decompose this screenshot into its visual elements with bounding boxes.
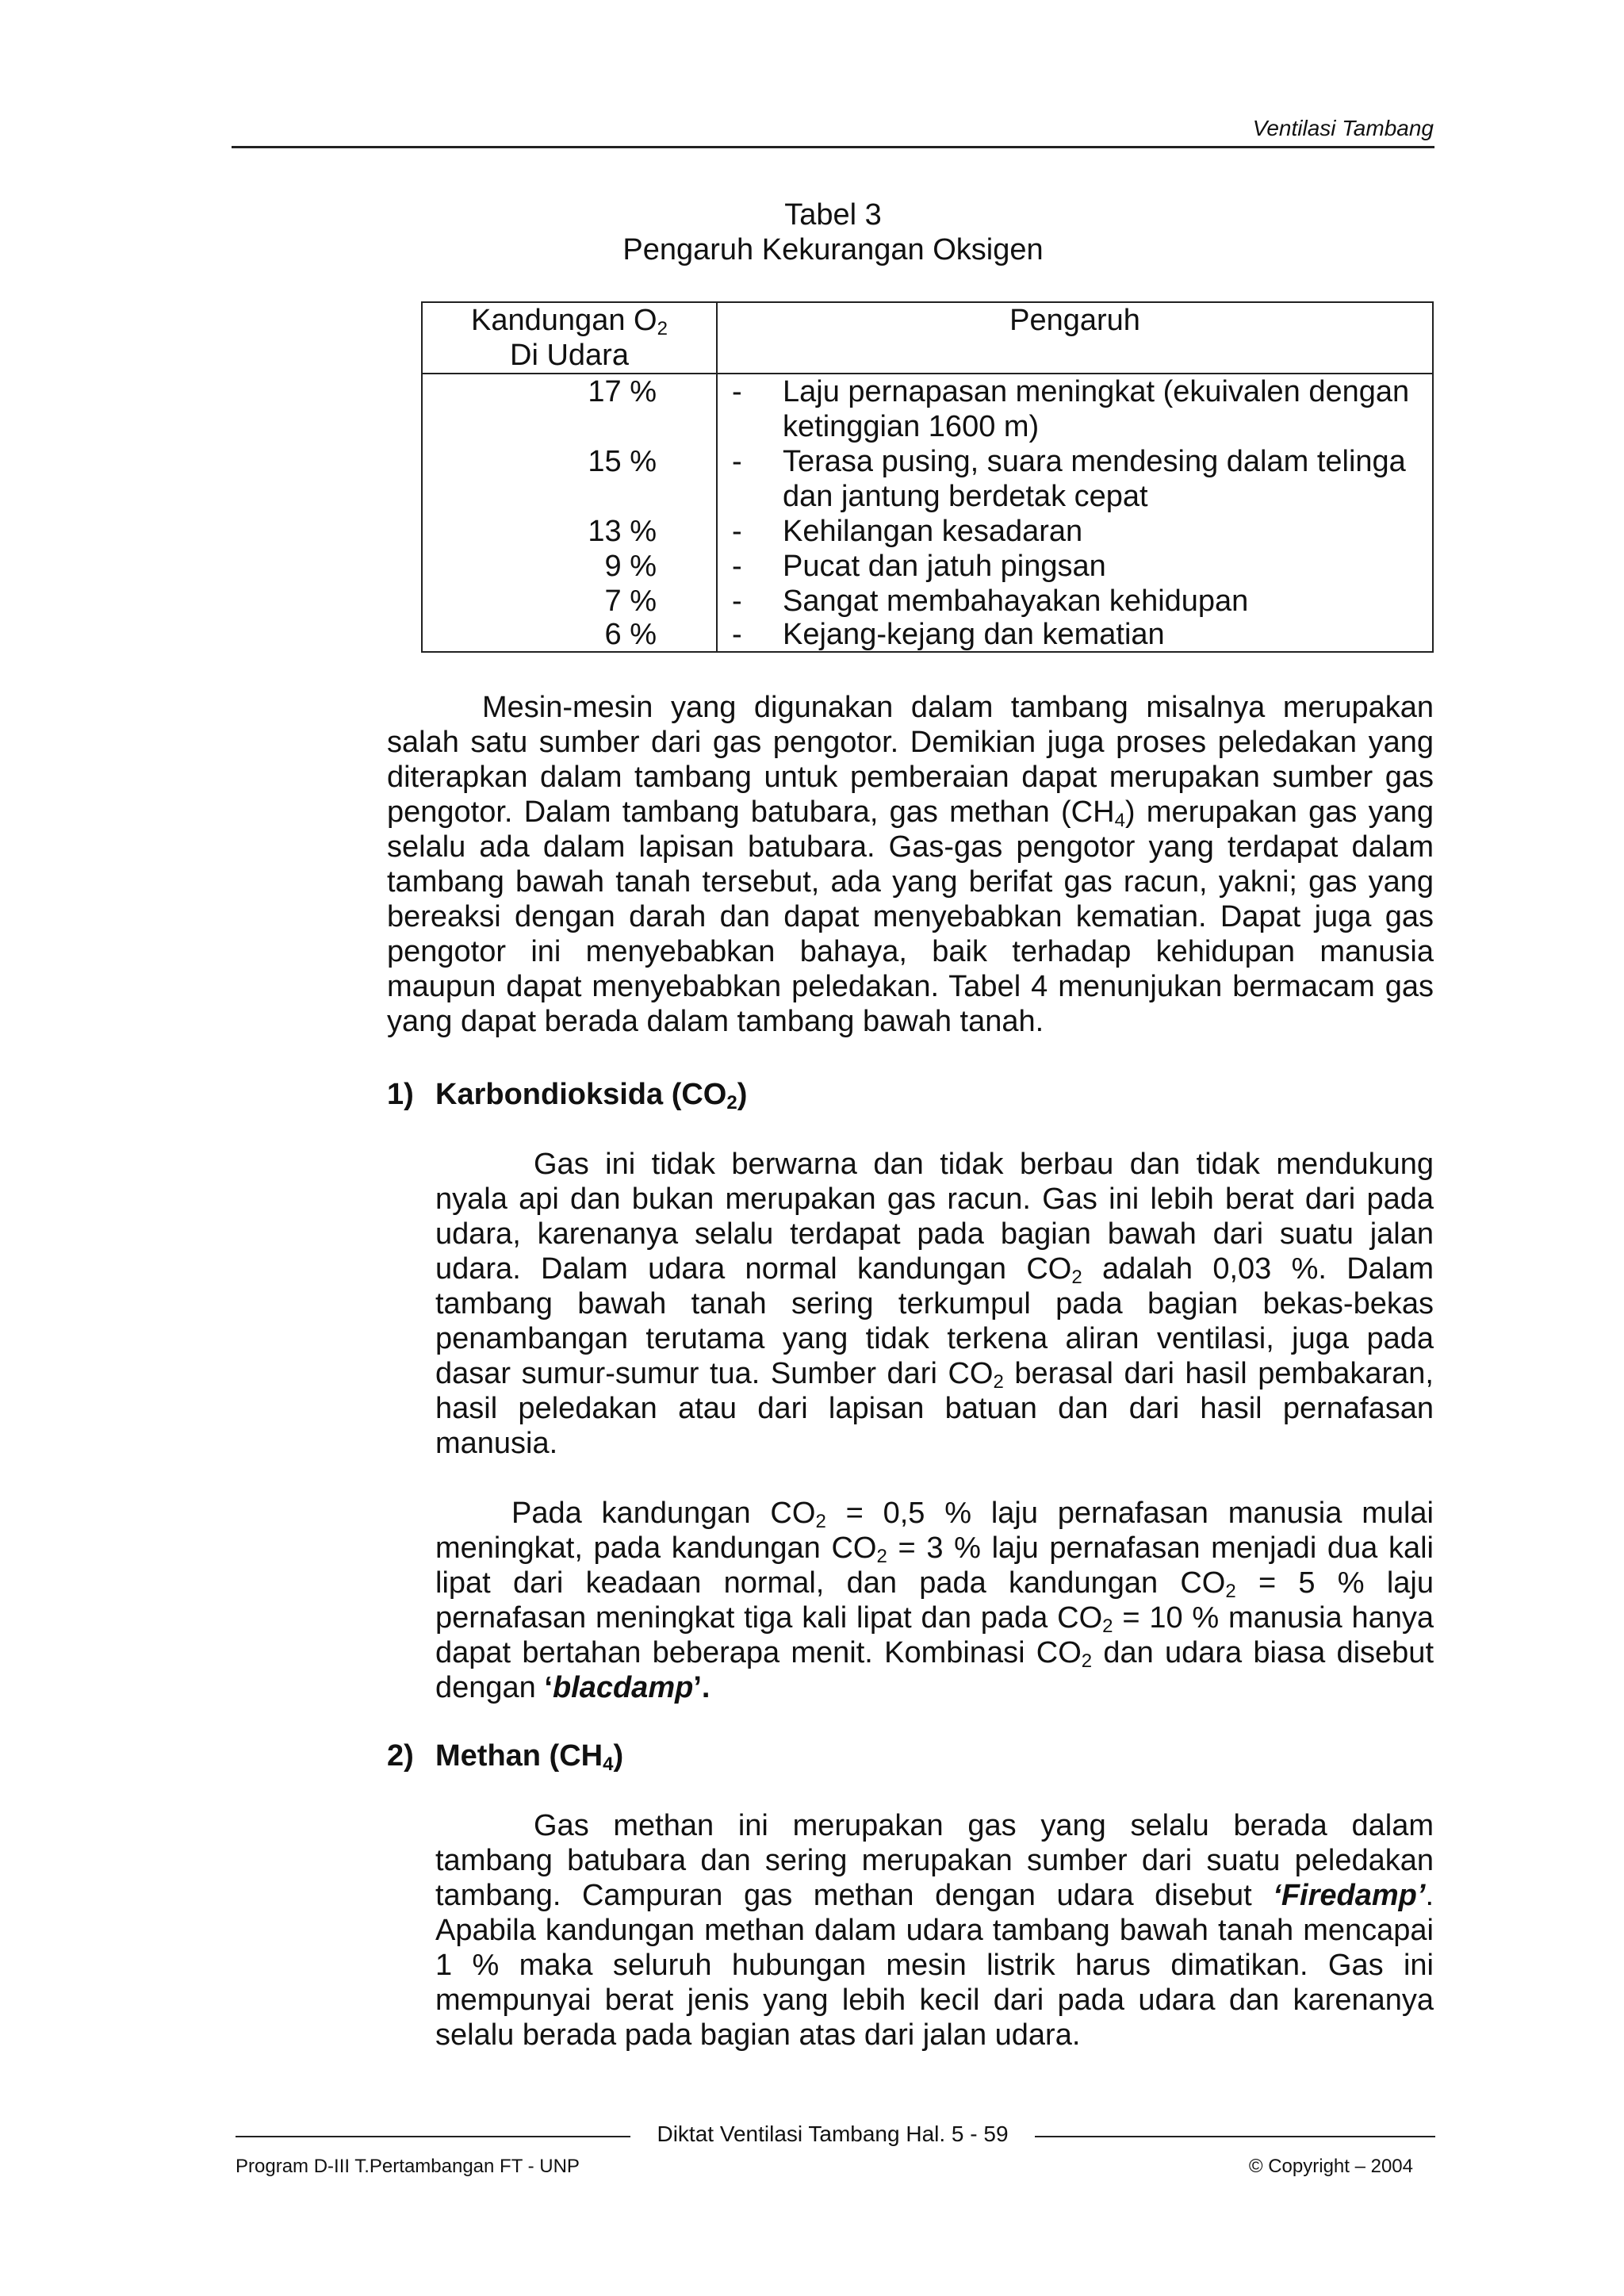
column-header-effect: Pengaruh (1009, 304, 1140, 337)
footer-rule-left (236, 2136, 630, 2137)
section-heading-ch4: Methan $(CH_4)$ (435, 1739, 624, 1775)
table-cell-value: 17 % (588, 375, 657, 408)
table-cell-dash: - (732, 515, 742, 548)
table-cell-effect: Sangat membahayakan kehidupan (783, 585, 1249, 618)
table-title: Pengaruh Kekurangan Oksigen (622, 233, 1044, 266)
running-header: Ventilasi Tambang (1252, 116, 1434, 140)
table-cell-dash: - (732, 618, 742, 651)
table-cell-dash: - (732, 550, 742, 583)
table-cell-value: 13 % (588, 515, 657, 548)
table-cell-effect: Pucat dan jatuh pingsan (783, 550, 1106, 583)
term-blacdamp: blacdamp (552, 1671, 694, 1704)
table-cell-dash: - (732, 585, 742, 618)
co2-paragraph-2: Pada kandungan $CO_2 = 0,5$ % laju pernafasan manusia mulai meningkat, pada kandungan $CO_2 = 3$ % laju pernafasan menjadi dua kali lipat dari keadaan normal, dan pada kandungan $CO_2 = 5$ % laju pernafasan meningkat tiga kali lipat dan pada $CO_2 = 10$ % manusia hanya dapat bertahan beberapa menit. Kombinasi $CO_2$ dan udara biasa disebut dengan ‘blacdamp’. (435, 1497, 1434, 1704)
table-cell-dash: - (732, 445, 742, 478)
header-rule (232, 146, 1434, 148)
ch4-paragraph: Gas methan ini merupakan gas yang selalu berada dalam tambang batubara dan sering merupakan sumber dari suatu peledakan tambang. Campuran gas methan dengan udara disebut ‘Firedamp’. Apabila kandungan methan dalam udara tambang bawah tanah mencapai 1 % maka seluruh hubungan mesin listrik harus dimatikan. Gas ini mempunyai berat jenis yang lebih kecil dari pada udara dan karenanya selalu berada pada bagian atas dari jalan udara. (435, 1809, 1434, 2052)
table-column-divider (716, 303, 718, 651)
column-header-oxygen-content: Kandungan $O_2$ Di Udara (471, 304, 668, 372)
footer-rule-right (1035, 2136, 1435, 2137)
table-cell-dash: - (732, 375, 742, 408)
term-firedamp: ‘Firedamp’ (1273, 1879, 1426, 1912)
table-cell-effect: Laju pernapasan meningkat (ekuivalen dengan ketinggian 1600 m) (783, 375, 1410, 443)
footer-copyright: © Copyright – 2004 (1248, 2156, 1413, 2177)
footer-program: Program D-III T.Pertambangan FT - UNP (236, 2156, 580, 2177)
table-label: Tabel 3 (784, 198, 882, 232)
section-number-1: 1) (387, 1078, 414, 1111)
section-heading-co2: Karbondioksida $(CO_2)$ (435, 1078, 748, 1114)
table-cell-value: 6 % (604, 618, 657, 651)
table-cell-value: 15 % (588, 445, 657, 478)
oxygen-table (421, 301, 1434, 653)
intro-paragraph: Mesin-mesin yang digunakan dalam tambang misalnya merupakan salah satu sumber dari gas pengotor. Demikian juga proses peledakan yang diterapkan dalam tambang untuk pemberaian dapat merupakan sumber gas pengotor. Dalam tambang batubara, gas methan $(CH_4)$ merupakan gas yang selalu ada dalam lapisan batubara. Gas-gas pengotor yang terdapat dalam tambang bawah tanah tersebut, ada yang berifat gas racun, yakni; gas yang bereaksi dengan darah dan dapat menyebabkan kematian. Dapat juga gas pengotor ini menyebabkan bahaya, baik terhadap kehidupan manusia maupun dapat menyebabkan peledakan. Tabel 4 menunjukan bermacam gas yang dapat berada dalam tambang bawah tanah. (387, 691, 1434, 1038)
table-cell-effect: Kejang-kejang dan kematian (783, 618, 1165, 651)
co2-paragraph-1: Gas ini tidak berwarna dan tidak berbau dan tidak mendukung nyala api dan bukan merupakan gas racun. Gas ini lebih berat dari pada udara, karenanya selalu terdapat pada bagian bawah dari suatu jalan udara. Dalam udara normal kandungan $CO_2$ adalah 0,03 %. Dalam tambang bawah tanah sering terkumpul pada bagian bekas-bekas penambangan terutama yang tidak terkena aliran ventilasi, juga pada dasar sumur-sumur tua. Sumber dari $CO_2$ berasal dari hasil pembakaran, hasil peledakan atau dari lapisan batuan dan dari hasil pernafasan manusia. (435, 1148, 1434, 1460)
table-cell-effect: Terasa pusing, suara mendesing dalam telinga dan jantung berdetak cepat (783, 445, 1406, 513)
footer-book-page: Diktat Ventilasi Tambang Hal. 5 - 59 (657, 2122, 1009, 2146)
section-number-2: 2) (387, 1739, 414, 1773)
table-cell-effect: Kehilangan kesadaran (783, 515, 1083, 548)
table-cell-value: 7 % (604, 585, 657, 618)
table-cell-value: 9 % (604, 550, 657, 583)
